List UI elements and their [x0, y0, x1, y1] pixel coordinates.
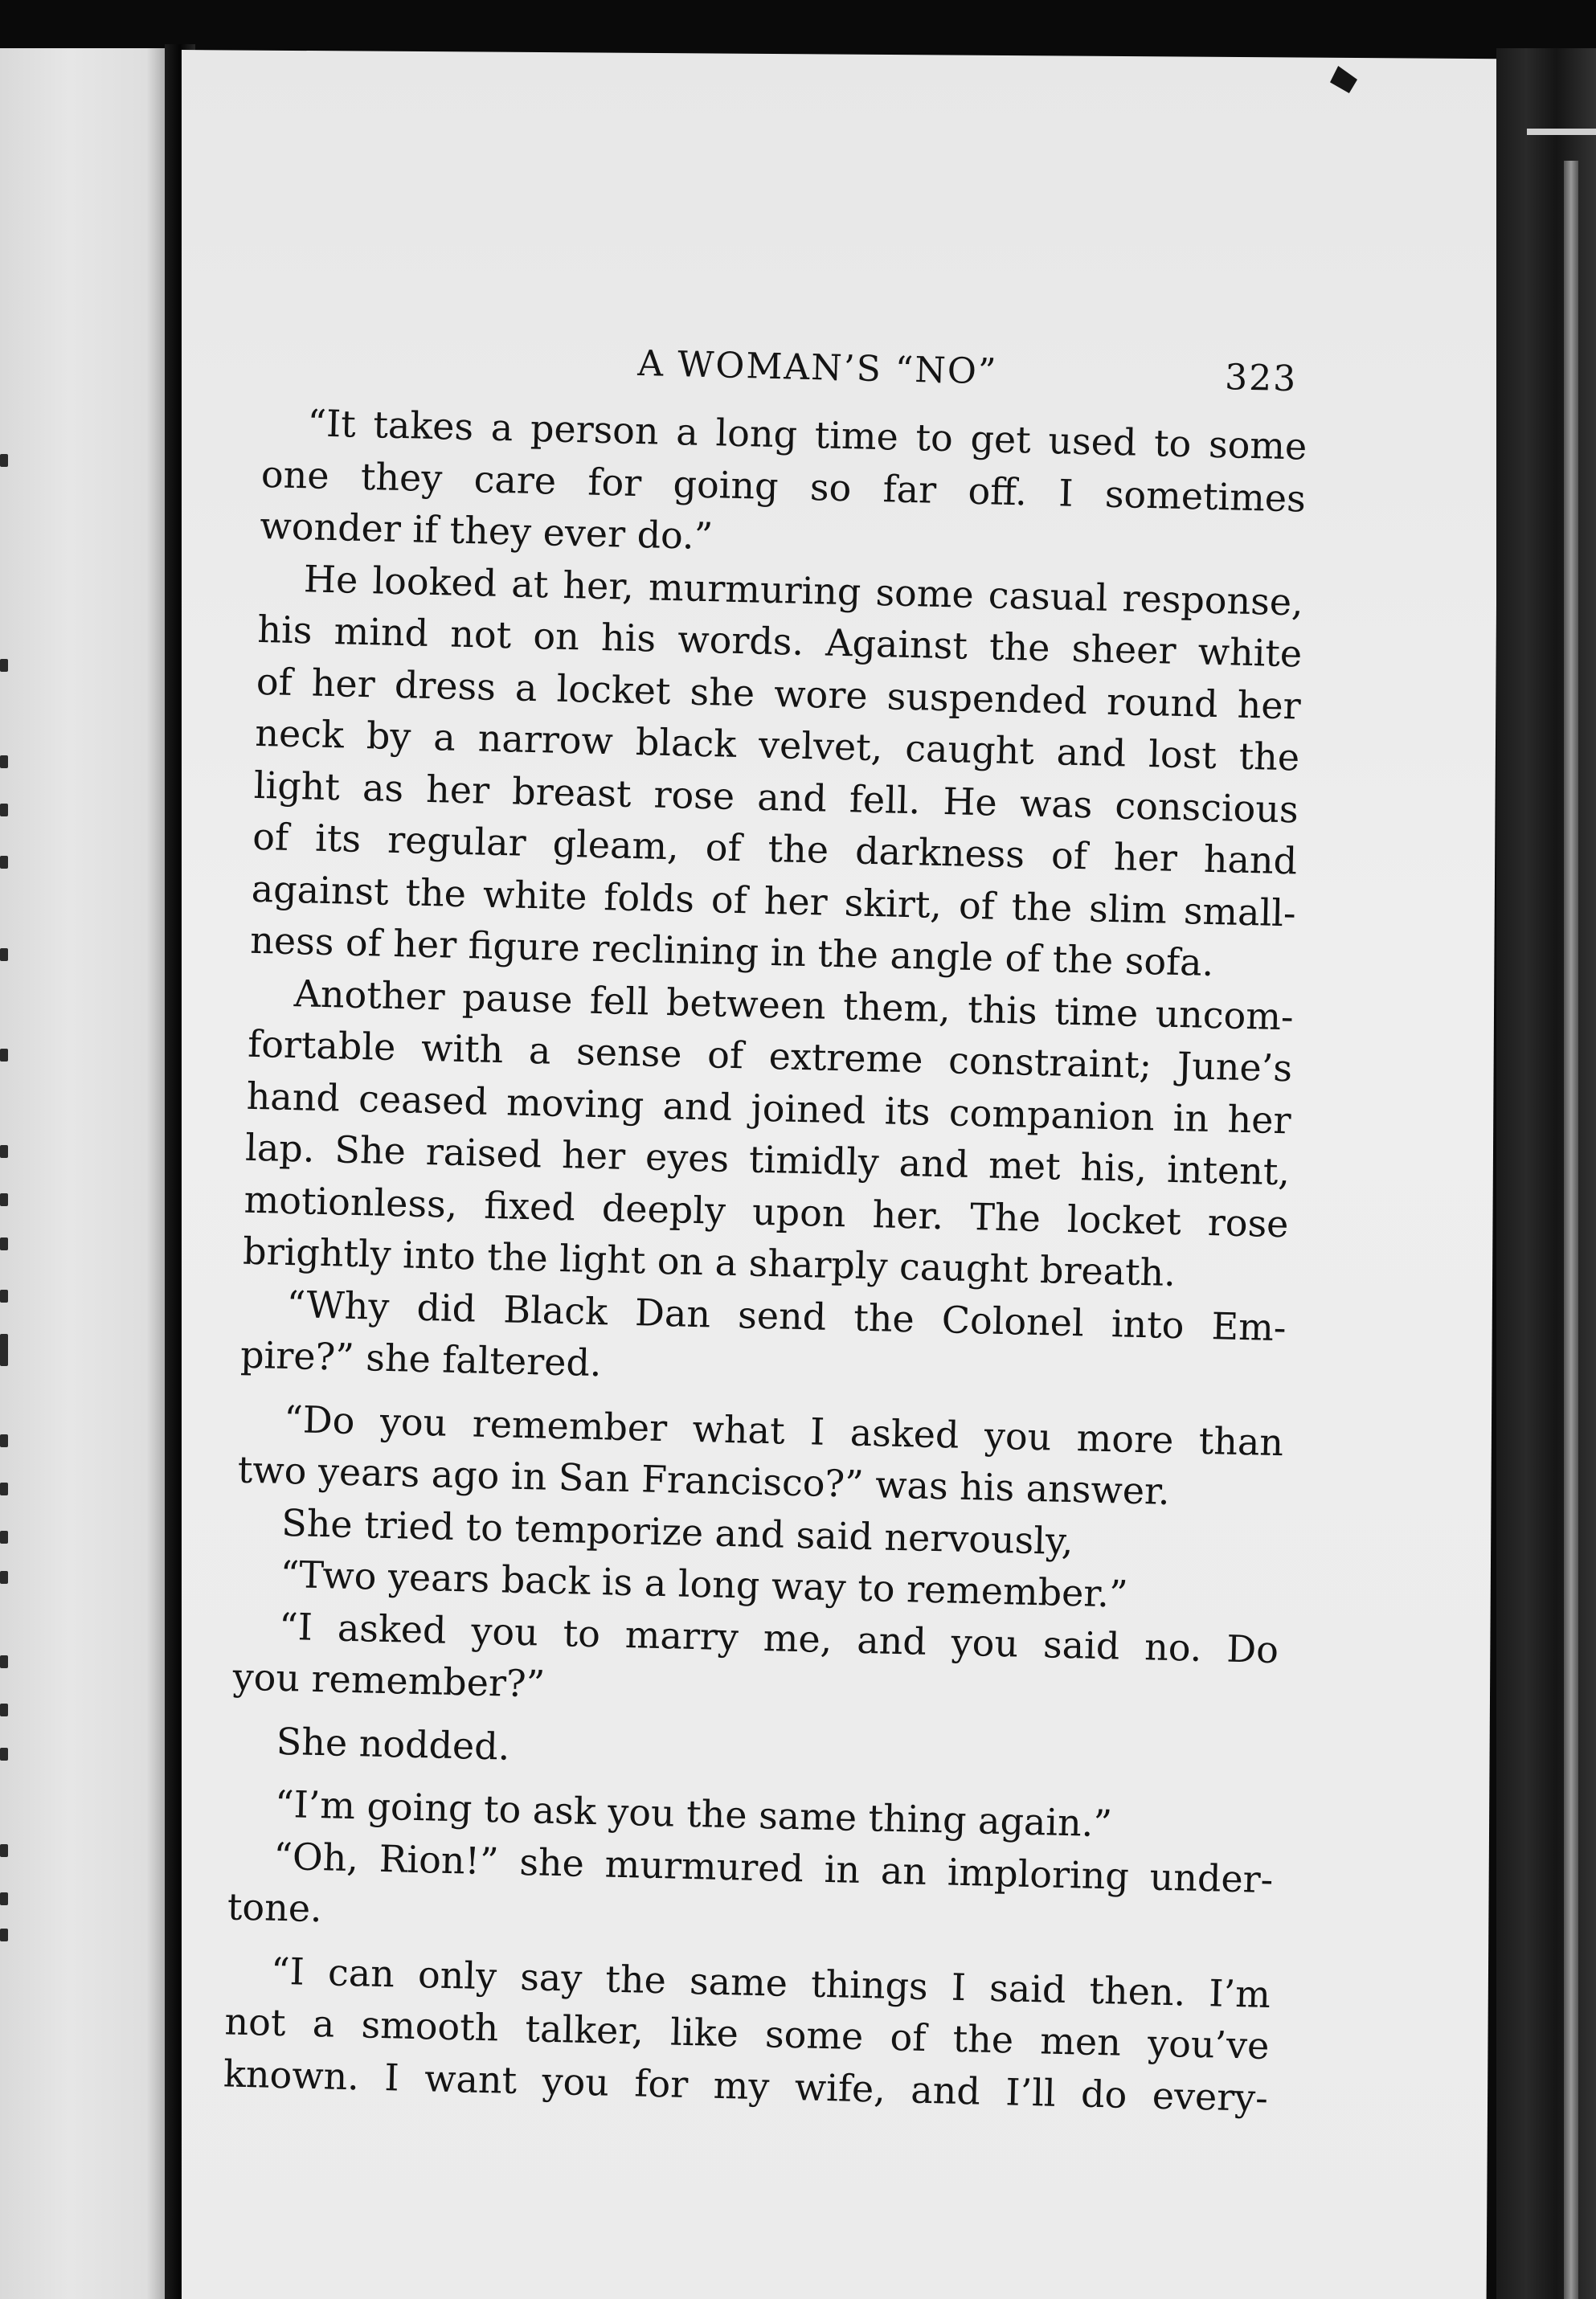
text-line: “It takes a person a long time to get used to some [306, 401, 1307, 468]
text-line: wonder if they ever do.” [259, 503, 714, 558]
text-line: “I asked you to marry me, and you said no. Do [278, 1604, 1279, 1671]
right-page-edge [1496, 48, 1596, 2299]
page-text-block [223, 305, 1309, 2124]
text-line: She nodded. [276, 1719, 510, 1769]
text-line: “I’m going to ask you the same thing again.” [274, 1782, 1113, 1846]
text-line: ness of her figure reclining in the angle of the sofa. [249, 918, 1214, 985]
page-number: 323 [1224, 357, 1298, 400]
text-line: not a smooth talker, like some of the men you’ve [224, 1999, 1270, 2068]
text-line: “Oh, Rion!” she murmured in an imploring under- [272, 1834, 1274, 1901]
text-line: against the white folds of her skirt, of the slim small- [251, 866, 1297, 935]
text-line: “I can only say the same things I said then. I’m [270, 1949, 1271, 2016]
text-line: tone. [227, 1884, 323, 1931]
body-text [223, 396, 1307, 2124]
text-line: you remember?” [232, 1655, 546, 1706]
text-line: “Two years back is a long way to remember.” [280, 1552, 1129, 1616]
text-line: Another pause fell between them, this time uncom- [293, 971, 1295, 1038]
previous-page-text-fragments [0, 48, 173, 2299]
running-title: A WOMAN’S “NO” [636, 342, 998, 393]
text-line: fortable with a sense of extreme constraint; June’s [247, 1021, 1293, 1090]
right-edge-mark [1527, 129, 1596, 135]
text-line: one they care for going so far off. I sometimes [260, 452, 1307, 521]
text-line: lap. She raised her eyes timidly and met his, intent, [244, 1125, 1291, 1194]
text-line: neck by a narrow black velvet, caught and lost the [254, 710, 1300, 779]
text-line: of its regular gleam, of the darkness of her hand [252, 814, 1298, 883]
text-line: of her dress a locket she wore suspended round her [256, 659, 1302, 727]
text-line: “Why did Black Dan send the Colonel into Em- [286, 1282, 1287, 1349]
text-line: motionless, fixed deeply upon her. The locket rose [243, 1177, 1290, 1246]
text-line: two years ago in San Francisco?” was his answer. [237, 1447, 1171, 1513]
text-line: known. I want you for my wife, and I’ll do every- [223, 2051, 1269, 2120]
page-stack-edge [1564, 161, 1578, 2299]
previous-page-edge [0, 48, 173, 2299]
text-line: light as her breast rose and fell. He was conscious [253, 763, 1299, 831]
text-line: his mind not on his words. Against the sheer white [256, 607, 1303, 676]
text-line: “Do you remember what I asked you more than [283, 1397, 1284, 1464]
text-line: hand ceased moving and joined its companion in her [246, 1074, 1292, 1142]
text-line: brightly into the light on a sharply caught breath. [242, 1229, 1177, 1295]
text-line: He looked at her, murmuring some casual response, [303, 556, 1304, 624]
text-line: She tried to temporize and said nervously, [280, 1500, 1074, 1563]
text-line: pire?” she faltered. [239, 1332, 603, 1385]
